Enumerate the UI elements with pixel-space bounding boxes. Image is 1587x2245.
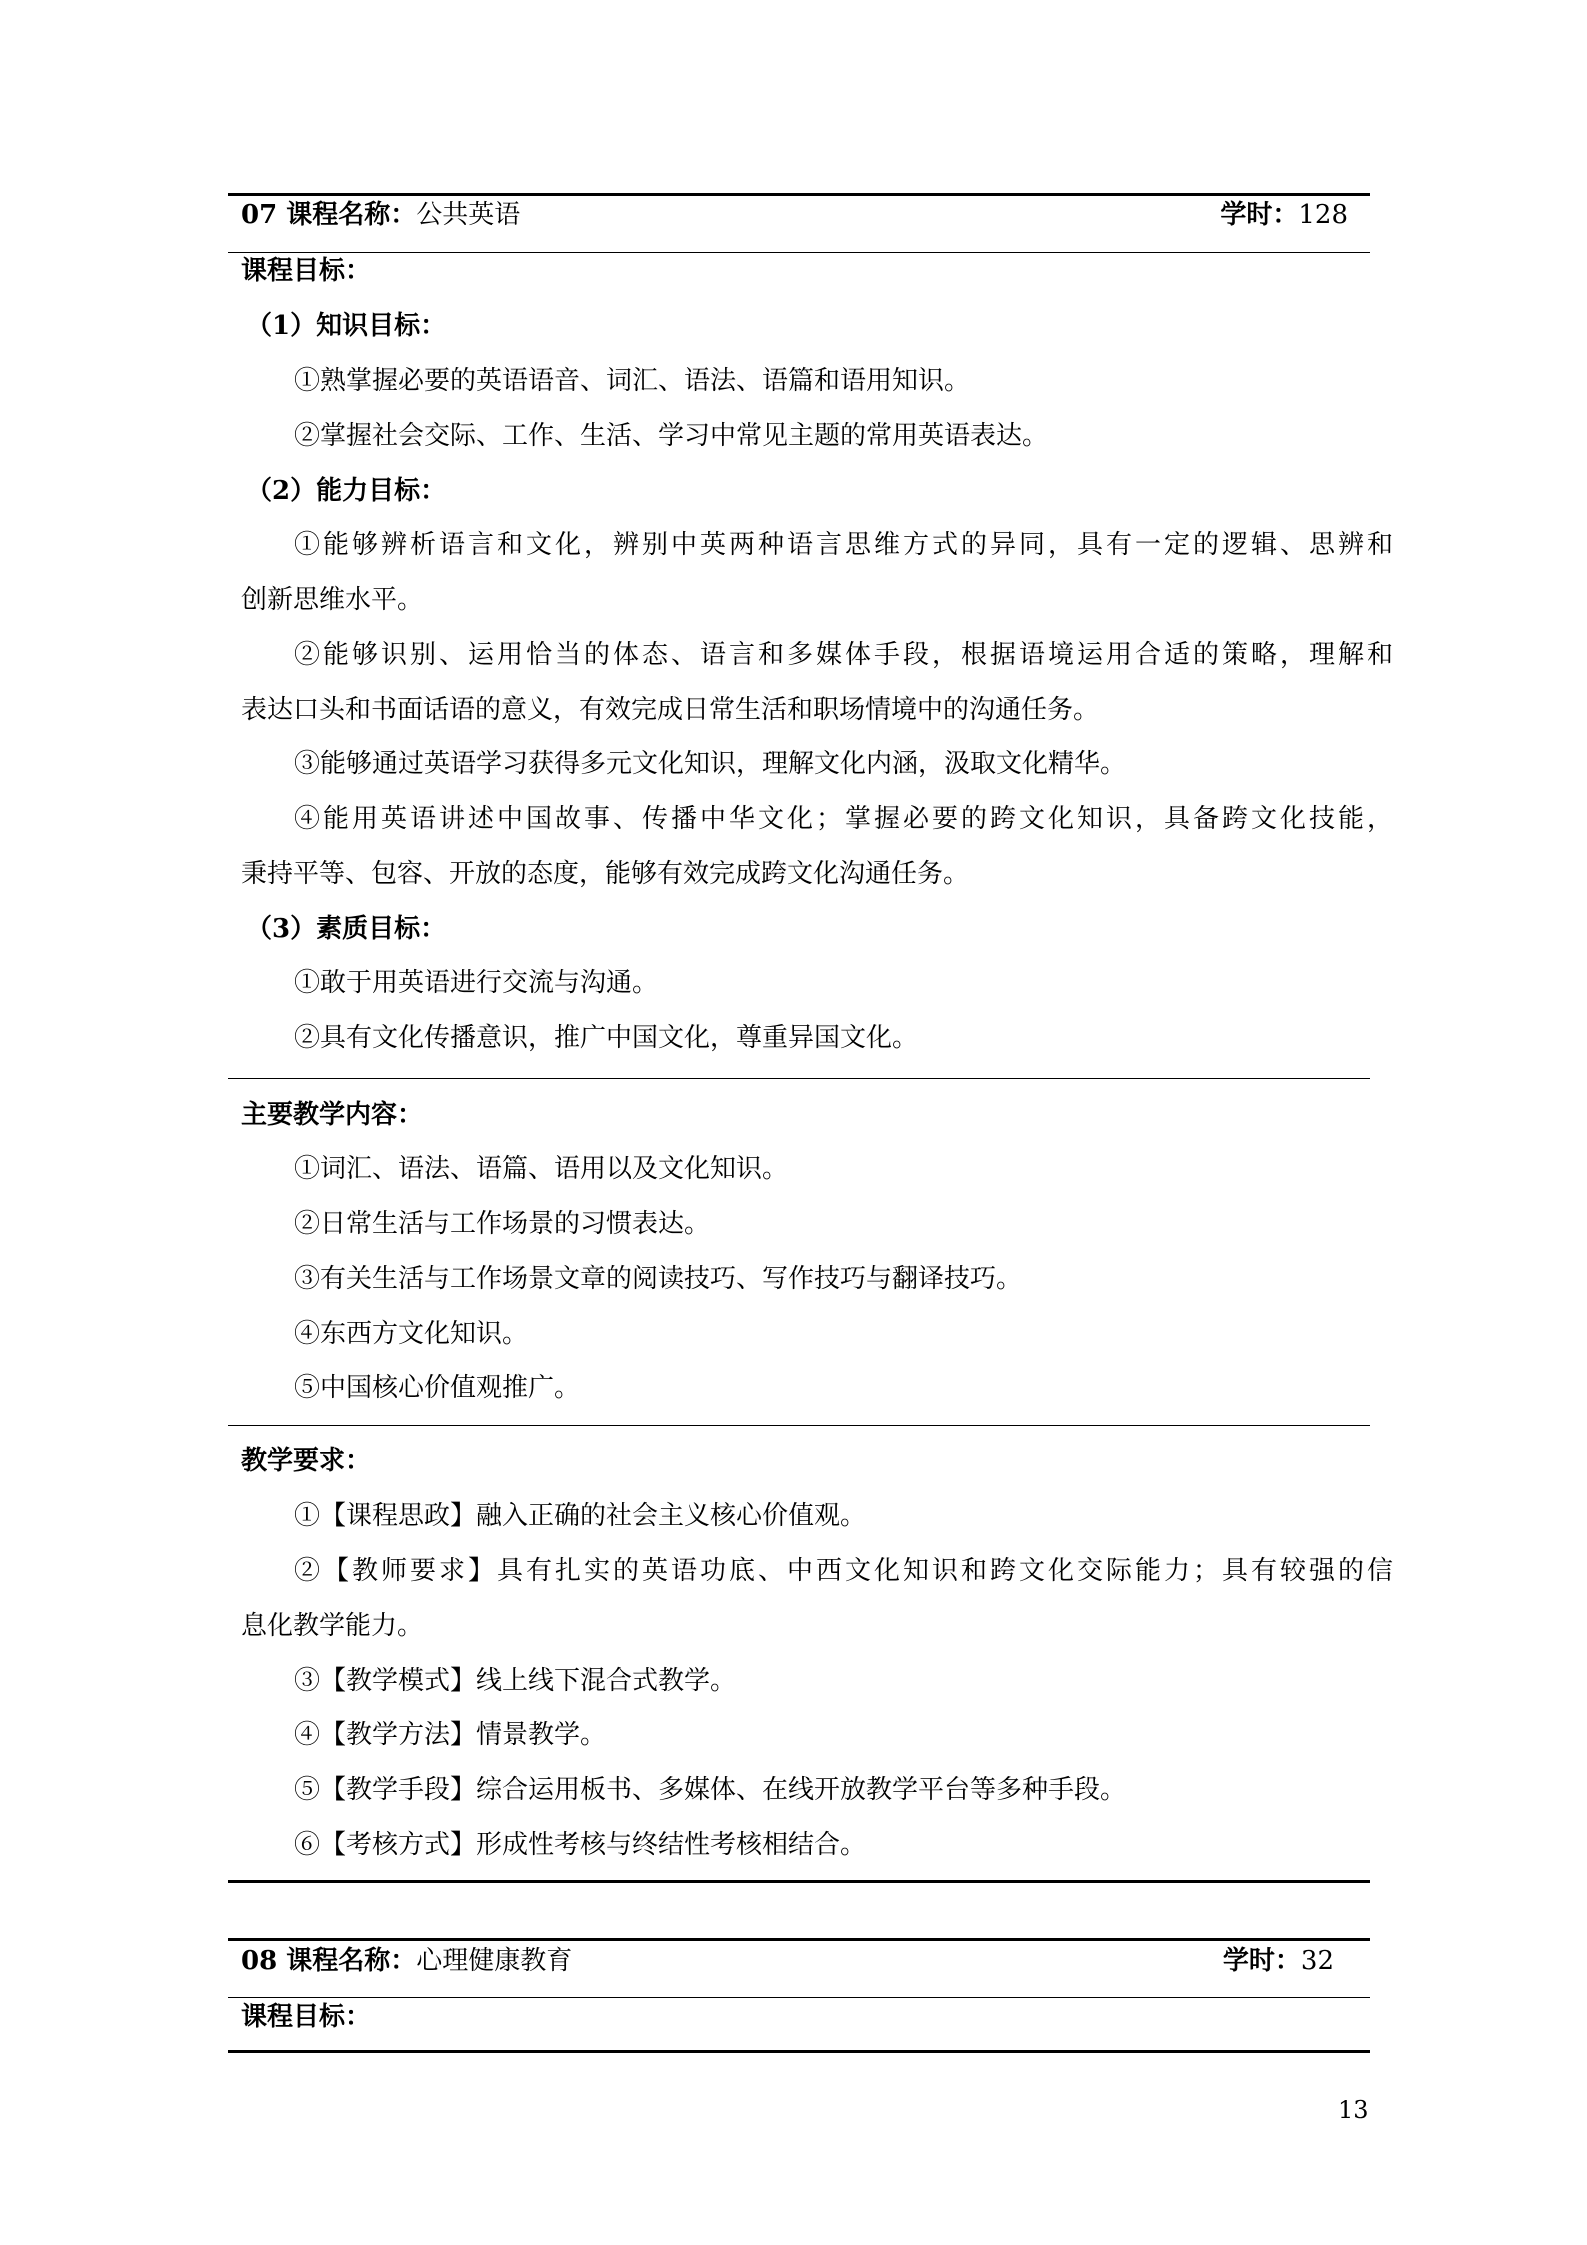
knowledge-item: ②掌握社会交际、工作、生活、学习中常见主题的常用英语表达。 [294, 421, 1049, 451]
ability-line: 秉持平等、包容、开放的态度，能够有效完成跨文化沟通任务。 [241, 859, 970, 889]
page-number: 13 [1338, 2096, 1369, 2124]
ability-line: 表达口头和书面话语的意义，有效完成日常生活和职场情境中的沟通任务。 [241, 695, 1100, 725]
requirement-line: ④【教学方法】情景教学。 [294, 1720, 607, 1750]
quality-label: （3）素质目标： [246, 914, 447, 944]
content-item: ②日常生活与工作场景的习惯表达。 [294, 1209, 711, 1239]
requirement-line: ③【教学模式】线上线下混合式教学。 [294, 1666, 737, 1696]
content-label: 主要教学内容： [241, 1100, 424, 1130]
ability-line: ③能够通过英语学习获得多元文化知识，理解文化内涵，汲取文化精华。 [294, 749, 1127, 779]
requirement-line: ②【教师要求】具有扎实的英语功底、中西文化知识和跨文化交际能力；具有较强的信 [294, 1556, 1397, 1586]
ability-line: ④能用英语讲述中国故事、传播中华文化；掌握必要的跨文化知识，具备跨文化技能， [294, 804, 1397, 834]
knowledge-label: （1）知识目标： [246, 311, 447, 341]
content-item: ④东西方文化知识。 [294, 1319, 529, 1349]
course08-bottom-rule [228, 2050, 1370, 2053]
requirement-line: ⑥【考核方式】形成性考核与终结性考核相结合。 [294, 1830, 867, 1860]
course08-number-label: 08 课程名称： [241, 1946, 417, 1976]
quality-item: ①敢于用英语进行交流与沟通。 [294, 968, 659, 998]
objectives-label: 课程目标： [241, 256, 372, 286]
course08-objectives-label: 课程目标： [241, 2002, 372, 2032]
course08-name: 心理健康教育 [416, 1946, 573, 1976]
content-item: ③有关生活与工作场景文章的阅读技巧、写作技巧与翻译技巧。 [294, 1264, 1023, 1294]
course07-hours-value: 128 [1298, 200, 1348, 230]
requirement-line: ①【课程思政】融入正确的社会主义核心价值观。 [294, 1501, 867, 1531]
requirement-line: 息化教学能力。 [241, 1611, 424, 1641]
course07-name: 公共英语 [416, 200, 521, 230]
ability-line: ②能够识别、运用恰当的体态、语言和多媒体手段，根据语境运用合适的策略，理解和 [294, 640, 1397, 670]
content-item: ①词汇、语法、语篇、语用以及文化知识。 [294, 1154, 789, 1184]
quality-item: ②具有文化传播意识，推广中国文化，尊重异国文化。 [294, 1023, 919, 1053]
course07-number-label: 07 课程名称： [241, 200, 417, 230]
course07-hours-label: 学时： [1220, 200, 1299, 230]
ability-line: 创新思维水平。 [241, 585, 424, 615]
ability-label: （2）能力目标： [246, 476, 447, 506]
content-item: ⑤中国核心价值观推广。 [294, 1373, 581, 1403]
requirement-line: ⑤【教学手段】综合运用板书、多媒体、在线开放教学平台等多种手段。 [294, 1775, 1127, 1805]
course08-hours-value: 32 [1300, 1946, 1334, 1976]
course08-hours-label: 学时： [1222, 1946, 1301, 1976]
course08-objectives-section [228, 0, 1397, 2050]
knowledge-item: ①熟掌握必要的英语语音、词汇、语法、语篇和语用知识。 [294, 366, 971, 396]
ability-line: ①能够辨析语言和文化，辨别中英两种语言思维方式的异同，具有一定的逻辑、思辨和 [294, 530, 1397, 560]
requirements-label: 教学要求： [241, 1446, 372, 1476]
